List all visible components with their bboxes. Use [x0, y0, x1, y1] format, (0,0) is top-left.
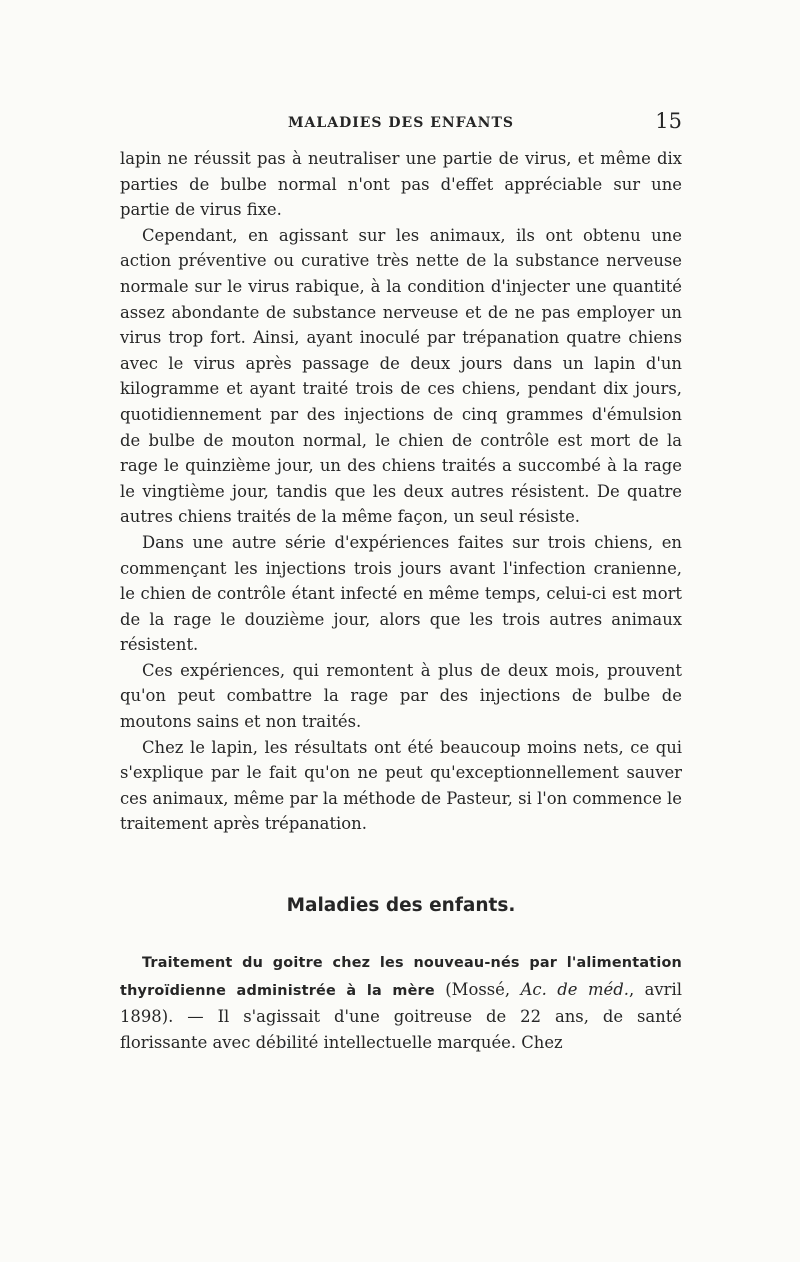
article-text: Il s'agissait d'une goitreuse de 22 ans, de santé florissante avec débilité intellectuelle marquée. Chez: [120, 1007, 682, 1052]
article-journal: Ac. de méd.: [520, 979, 629, 999]
page-body: [120, 146, 682, 1055]
paragraph: Cependant, en agissant sur les animaux, ils ont obtenu une action préventive ou curative très nette de la substance nerveuse normale sur le virus rabique, à la condition d'injecter une quantité assez abondante de substance nerveuse et de ne pas employer un virus trop fort. Ainsi, ayant inoculé par trépanation quatre chiens avec le virus après passage de deux jours dans un lapin d'un kilogramme et ayant traité trois de ces chiens, pendant dix jours, quotidiennement par des injections de cinq grammes d'émulsion de bulbe de mouton normal, le chien de contrôle est mort de la rage le quinzième jour, un des chiens traités a succombé à la rage le vingtième jour, tandis que les deux autres résistent. De quatre autres chiens traités de la même façon, un seul résiste.: [120, 225, 682, 527]
running-title: MALADIES DES ENFANTS: [288, 115, 514, 131]
article-entry: [120, 949, 682, 1055]
paragraph: Ces expériences, qui remontent à plus de deux mois, prouvent qu'on peut combattre la rage par des injections de bulbe de moutons sains et non traités.: [120, 660, 682, 732]
paragraph: Dans une autre série d'expériences faites sur trois chiens, en commençant les injections trois jours avant l'infection cranienne, le chien de contrôle étant infecté en même temps, celui-ci est mort de la rage le douzième jour, alors que les trois autres animaux résistent.: [120, 532, 682, 655]
running-header: [120, 109, 682, 139]
article-ref-open: (Mossé,: [434, 979, 521, 999]
paragraph: lapin ne réussit pas à neutraliser une partie de virus, et même dix parties de bulbe normal n'ont pas d'effet appréciable sur une partie de virus fixe.: [120, 149, 682, 220]
article-title: Traitement du goitre chez les nouveau-nés par l'alimentation thyroïdienne administrée à la mère: [120, 955, 682, 999]
paragraph: Chez le lapin, les résultats ont été beaucoup moins nets, ce qui s'explique par le fait qu'on ne peut qu'exceptionnellement sauver ces animaux, même par la méthode de Pasteur, si l'on commence le traitement après trépanation.: [120, 737, 682, 834]
article-ref-close: , avril 1898). —: [120, 979, 682, 1027]
page-number: 15: [655, 109, 682, 133]
section-title: Maladies des enfants.: [286, 895, 516, 917]
